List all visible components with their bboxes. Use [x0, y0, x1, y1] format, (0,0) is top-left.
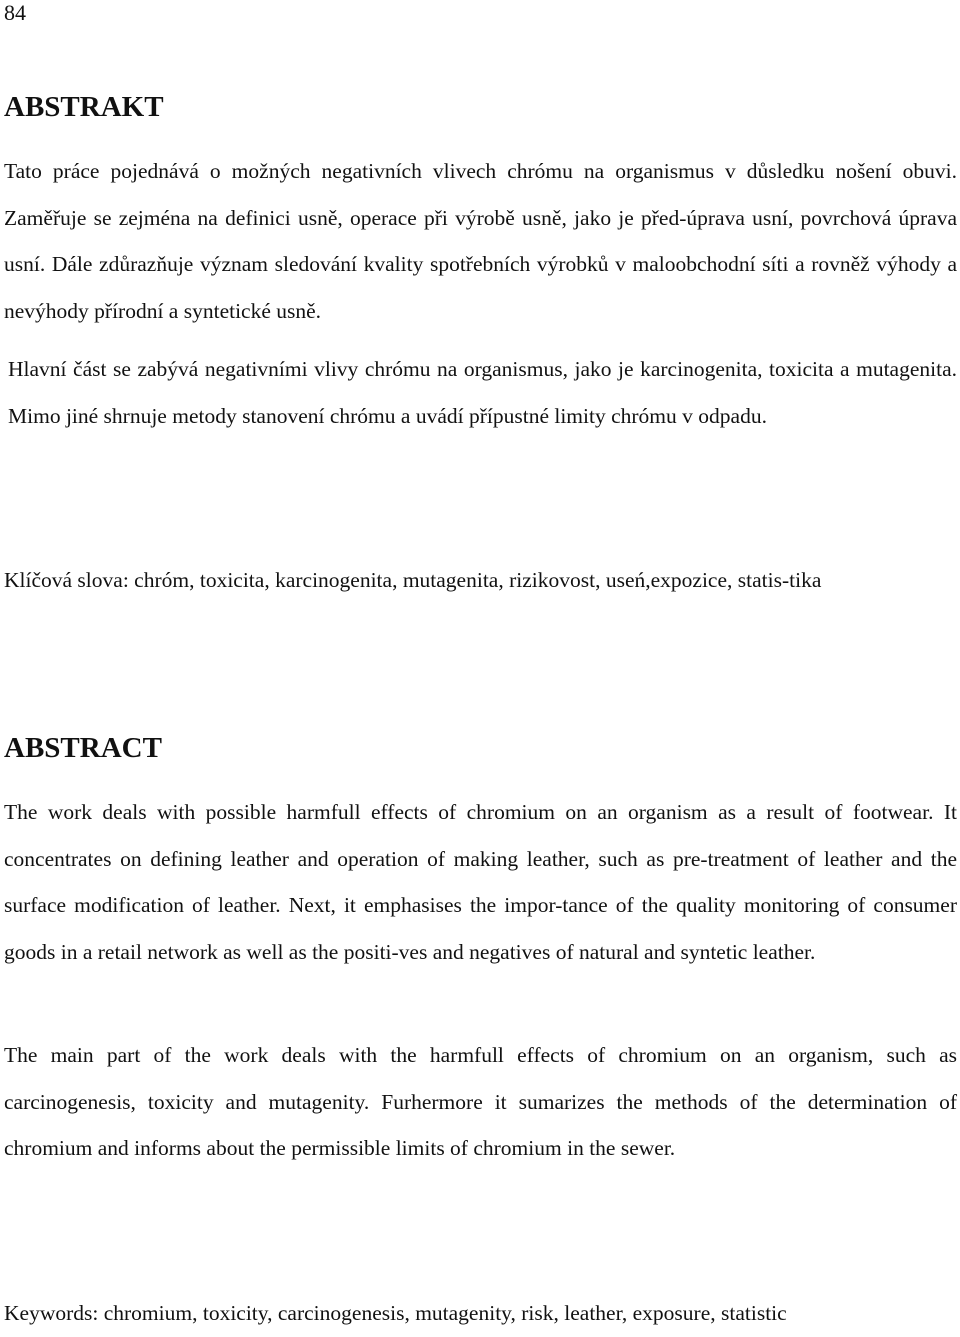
czech-abstract-paragraph-1: Tato práce pojednává o možných negativních vlivech chrómu na organismus v důsledku nošení obuvi. Zaměřuje se zejména na definici usně, operace při výrobě usně, jako je před-úprava usní, povrchová úprava usní. Dále zdůrazňuje význam sledování kvality spotřebních výrobků v maloobchodní síti a rovněž výhody a nevýhody přírodní a syntetické usně. [4, 159, 957, 323]
czech-keywords: Klíčová slova: chróm, toxicita, karcinogenita, mutagenita, rizikovost, useń,expozice, statis-tika [4, 568, 822, 592]
english-abstract-paragraph-2: The main part of the work deals with the harmfull effects of chromium on an organism, such as carcinogenesis, toxicity and mutagenity. Furhermore it sumarizes the methods of the determination of chromium and informs about the permissible limits of chromium in the sewer. [4, 1043, 957, 1160]
english-keywords: Keywords: chromium, toxicity, carcinogenesis, mutagenity, risk, leather, exposure, statistic [4, 1301, 787, 1325]
page-number: 84 [4, 0, 26, 25]
english-abstract-paragraph-1: The work deals with possible harmfull effects of chromium on an organism as a result of footwear. It concentrates on defining leather and operation of making leather, such as pre-treatment of leather and the surface modification of leather. Next, it emphasises the impor-tance of the quality monitoring of consumer goods in a retail network as well as the positi-ves and negatives of natural and syntetic leather. [4, 800, 957, 964]
english-abstract-heading: ABSTRACT [4, 732, 162, 764]
czech-abstract-paragraph-2: Hlavní část se zabývá negativními vlivy chrómu na organismus, jako je karcinogenita, toxicita a mutagenita. Mimo jiné shrnuje metody stanovení chrómu a uvádí přípustné limity chrómu v odpadu. [8, 357, 957, 428]
czech-abstract-heading: ABSTRAKT [4, 91, 164, 123]
